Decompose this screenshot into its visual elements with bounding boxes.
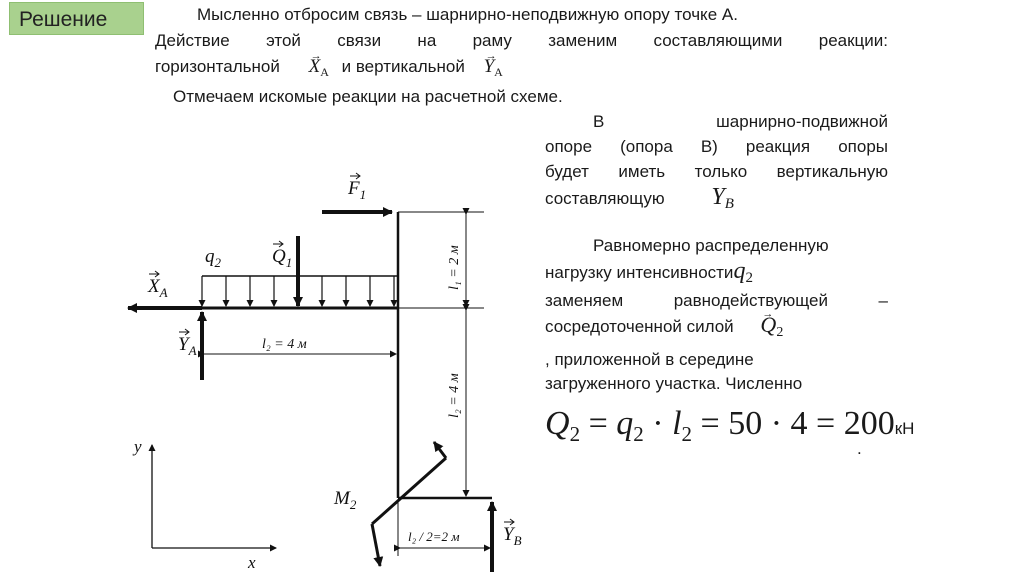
ya-subscript: A — [494, 65, 503, 79]
right-p2-line-4: сосредоточенной силой → $Q_2$ — [545, 314, 783, 344]
intro-line-4: Отмечаем искомые реакции на расчетной схеме. — [173, 87, 563, 106]
ya-symbol: → Y — [484, 56, 495, 78]
right-p2-line-2: нагрузку интенсивностиq$_2$ — [545, 258, 753, 286]
label-ya: $Y_A$ — [178, 334, 197, 358]
xa-symbol: → X — [309, 56, 321, 78]
dim-l2-half-label: l₂ / 2=2 м — [408, 529, 460, 544]
axis-y-label: y — [134, 437, 142, 456]
label-yb: $Y_B$ — [503, 524, 522, 548]
xa-subscript: A — [320, 65, 329, 79]
intro-horizontal-label: горизонтальной — [155, 57, 280, 76]
trailing-dot: . — [857, 439, 862, 458]
right-p1-line-2: опоре (опора В) реакция опоры — [545, 137, 888, 156]
right-p2-line-6: загруженного участка. Численно — [545, 374, 803, 393]
label-m2: $M_2$ — [334, 488, 357, 512]
intro-line-2: Действие этой связи на раму заменим составляющими реакции: — [155, 31, 888, 50]
yb-symbol: $Y_B$ — [711, 184, 734, 212]
dim-l2-vertical-label: l₂ = 4 м — [447, 373, 462, 418]
intro-vertical-label: и вертикальной — [341, 57, 465, 76]
right-p2-line-5: , приложенной в середине — [545, 350, 754, 369]
label-q1: $Q_1$ — [272, 246, 293, 270]
m2-moment — [372, 442, 446, 566]
right-p2-line-1: Равномерно распределенную — [593, 236, 829, 255]
solution-badge: Решение — [9, 2, 144, 35]
dim-l1-label: l₁ = 2 м — [447, 245, 462, 290]
intro-line-1: Мысленно отбросим связь – шарнирно-неподвижную опору точке А. — [197, 5, 738, 24]
dim-l2-half — [398, 500, 490, 556]
right-p1-line-1: В шарнирно-подвижной — [593, 112, 888, 131]
label-f1: $F_1$ — [348, 178, 367, 202]
dim-l1 — [398, 212, 484, 308]
q2-force-symbol: → Q — [760, 314, 776, 336]
axis-x-label: x — [248, 553, 256, 572]
q2-symbol: $q_2$ — [733, 258, 753, 286]
label-xa: $X_A$ — [148, 276, 168, 300]
label-q2: $q_2$ — [205, 246, 221, 270]
right-p1-line-4: составляющую $Y_B$ — [545, 184, 734, 212]
coordinate-axes — [152, 445, 276, 548]
dim-l2-label: l₂ = 4 м — [262, 337, 307, 352]
right-p2-line-3: заменяем равнодействующей – — [545, 291, 888, 310]
formula-q2: $Q_2 = q_2 \cdot l_2 = 50 \cdot 4 = 200кН$ — [545, 405, 915, 446]
right-p1-line-3: будет иметь только вертикальную — [545, 162, 888, 181]
